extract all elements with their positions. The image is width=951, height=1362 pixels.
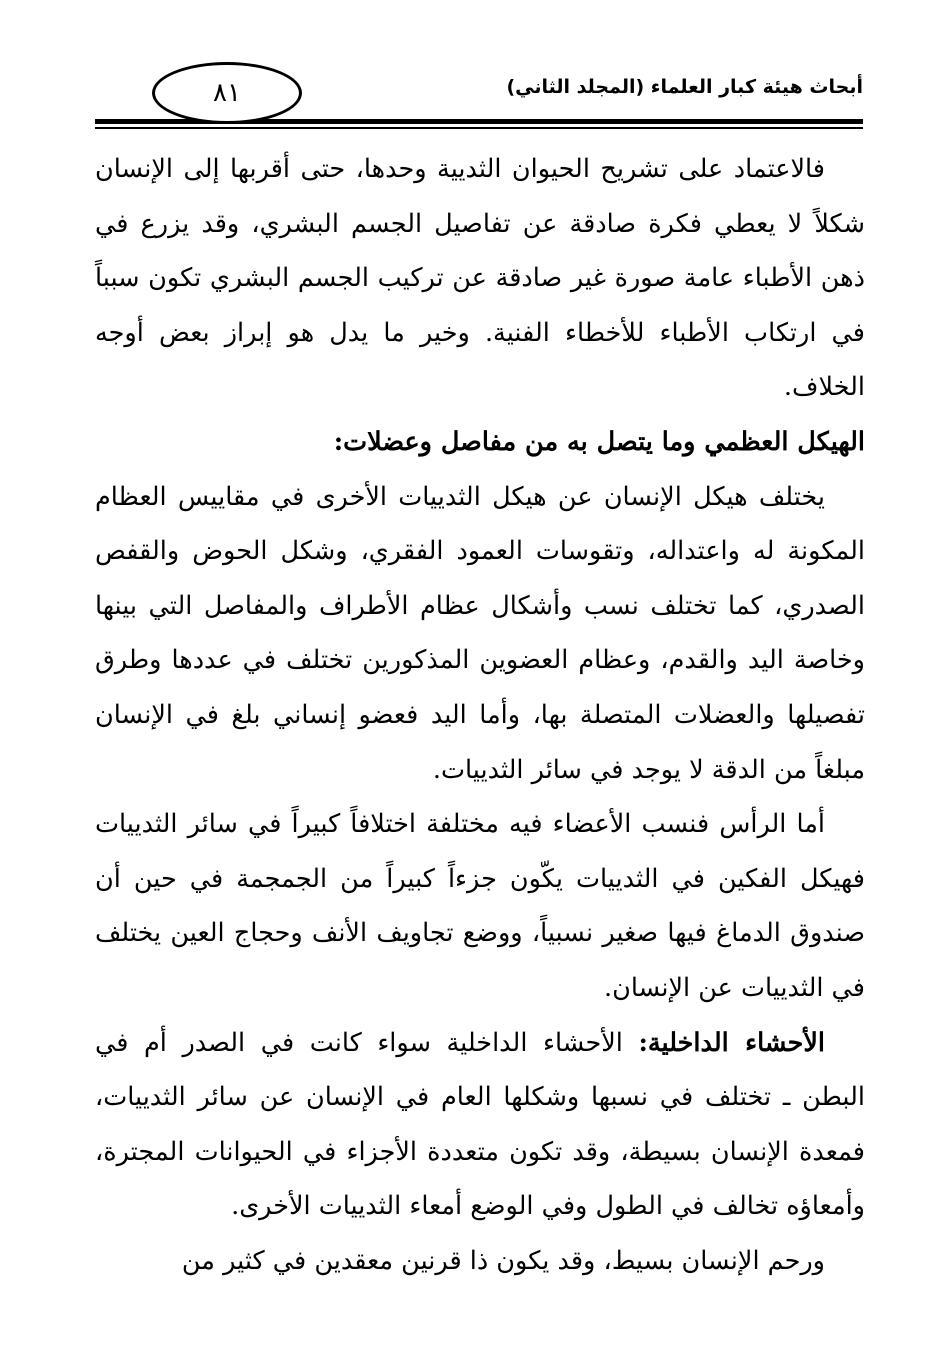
page-body — [95, 142, 865, 1288]
paragraph-4 — [95, 1016, 865, 1234]
paragraph-1: فالاعتماد على تشريح الحيوان الثديية وحدها، حتى أقربها إلى الإنسان شكلاً لا يعطي فكرة صادقة عن تفاصيل الجسم البشري، وقد يزرع في ذهن الأطباء عامة صورة غير صادقة عن تركيب الجسم البشري تكون سبباً في ارتكاب الأطباء للأخطاء الفنية. وخير ما يدل هو إبراز بعض أوجه الخلاف. — [95, 154, 866, 403]
paragraph-3: أما الرأس فنسب الأعضاء فيه مختلفة اختلافاً كبيراً في سائر الثدييات فهيكل الفكين في الثدييات يكّون جزءاً كبيراً من الجمجمة في حين أن صندوق الدماغ فيها صغير نسبياً، ووضع تجاويف الأنف وحجاج العين يختلف في الثدييات عن الإنسان. — [95, 809, 865, 1003]
page-header — [95, 62, 863, 132]
paragraph-2: يختلف هيكل الإنسان عن هيكل الثدييات الأخرى في مقاييس العظام المكونة له واعتداله، وتقوسات العمود الفقري، وشكل الحوض والقفص الصدري، كما تختلف نسب وأشكال عظام الأطراف والمفاصل التي بينها وخاصة اليد والقدم، وعظام العضوين المذكورين تختلف في عددها وطرق تفصيلها والعضلات المتصلة بها، وأما اليد فعضو إنساني بلغ في الإنسان مبلغاً من الدقة لا يوجد في سائر الثدييات. — [95, 481, 865, 785]
header-rule-thin — [95, 127, 863, 129]
section-heading-skeleton: الهيكل العظمي وما يتصل به من مفاصل وعضلات: — [333, 426, 865, 457]
paragraph-4-lead: الأحشاء الداخلية: — [638, 1027, 825, 1058]
running-title: أبحاث هيئة كبار العلماء (المجلد الثاني) — [506, 76, 863, 98]
page-number: ٨١ — [152, 62, 302, 124]
paragraph-4-text: الأحشاء الداخلية سواء كانت في الصدر أم في البطن ـ تختلف في نسبها وشكلها العام في الإنسان عن سائر الثدييات، فمعدة الإنسان بسيطة، وقد تكون متعددة الأجزاء في الحيوانات المجترة، وأمعاؤه تخالف في الطول وفي الوضع أمعاء الثدييات الأخرى. — [95, 1027, 865, 1222]
paragraph-5: ورحم الإنسان بسيط، وقد يكون ذا قرنين معقدين في كثير من — [181, 1245, 825, 1276]
